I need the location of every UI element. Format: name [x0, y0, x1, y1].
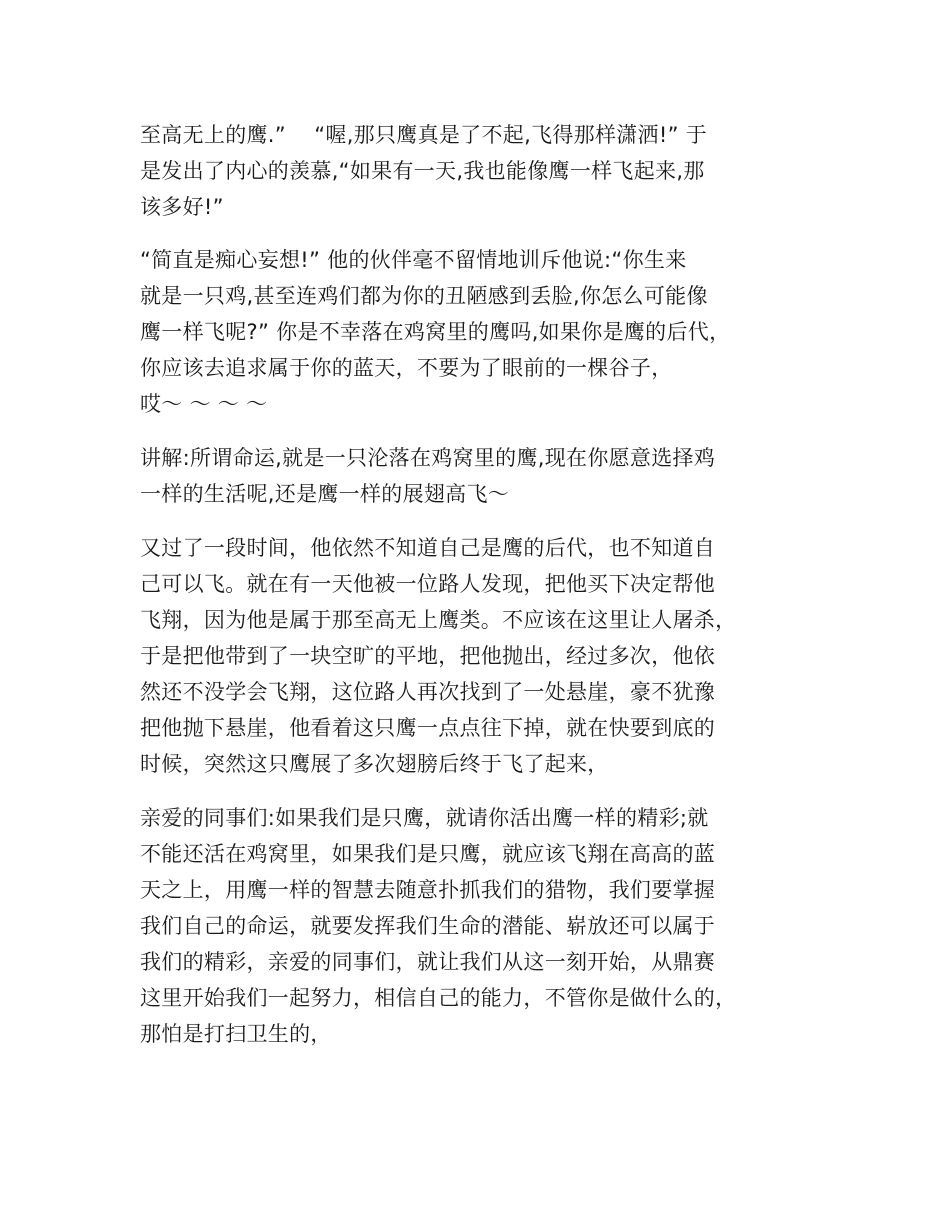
text-line: 至高无上的鹰.” “喔,那只鹰真是了不起,飞得那样潇洒!” 于 — [140, 123, 708, 147]
text-line: 天之上，用鹰一样的智慧去随意扑抓我们的猎物，我们要掌握 — [140, 878, 716, 902]
text-line: 讲解:所谓命运,就是一只沦落在鸡窝里的鹰,现在你愿意选择鸡 — [140, 446, 716, 470]
text-line: 己可以飞。就在有一天他被一位路人发现，把他买下决定帮他 — [140, 572, 716, 596]
text-line: 那怕是打扫卫生的， — [140, 1022, 332, 1046]
text-line: 是发出了内心的羡慕,“如果有一天,我也能像鹰一样飞起来,那 — [140, 159, 705, 183]
text-line: 我们的精彩，亲爱的同事们，就让我们从这一刻开始，从鼎赛 — [140, 950, 716, 974]
text-line: 然还不没学会飞翔，这位路人再次找到了一处悬崖，豪不犹豫 — [140, 680, 716, 704]
text-line: 亲爱的同事们:如果我们是只鹰，就请你活出鹰一样的精彩;就 — [140, 806, 709, 830]
text-line: “简直是痴心妄想!” 他的伙伴毫不留情地训斥他说:“你生来 — [140, 248, 687, 272]
text-line: 该多好!” — [140, 195, 224, 219]
text-line: 你应该去追求属于你的蓝天，不要为了眼前的一棵谷子， — [140, 356, 673, 380]
paragraph-1 — [140, 117, 820, 225]
text-line: 又过了一段时间，他依然不知道自己是鹰的后代，也不知道自 — [140, 536, 716, 560]
paragraph-2 — [140, 242, 820, 422]
paragraph-4 — [140, 530, 820, 782]
text-line: 一样的生活呢,还是鹰一样的展翅高飞～ — [140, 482, 510, 506]
text-line: 飞翔，因为他是属于那至高无上鹰类。不应该在这里让人屠杀， — [140, 608, 737, 632]
text-line: 我们自己的命运，就要发挥我们生命的潜能、崭放还可以属于 — [140, 914, 716, 938]
text-line: 不能还活在鸡窝里，如果我们是只鹰，就应该飞翔在高高的蓝 — [140, 842, 716, 866]
text-line: 把他抛下悬崖，他看着这只鹰一点点往下掉，就在快要到底的 — [140, 716, 716, 740]
text-line: 鹰一样飞呢?” 你是不幸落在鸡窝里的鹰吗,如果你是鹰的后代， — [140, 320, 731, 344]
text-line: 哎～ ～ ～ ～ — [140, 392, 268, 416]
paragraph-3 — [140, 440, 820, 512]
text-line: 就是一只鸡,甚至连鸡们都为你的丑陋感到丢脸,你怎么可能像 — [140, 284, 708, 308]
text-line: 于是把他带到了一块空旷的平地，把他抛出，经过多次，他依 — [140, 644, 716, 668]
text-line: 这里开始我们一起努力，相信自己的能力，不管你是做什么的， — [140, 986, 737, 1010]
text-line: 时候，突然这只鹰展了多次翅膀后终于飞了起来， — [140, 752, 609, 776]
paragraph-5 — [140, 800, 820, 1052]
